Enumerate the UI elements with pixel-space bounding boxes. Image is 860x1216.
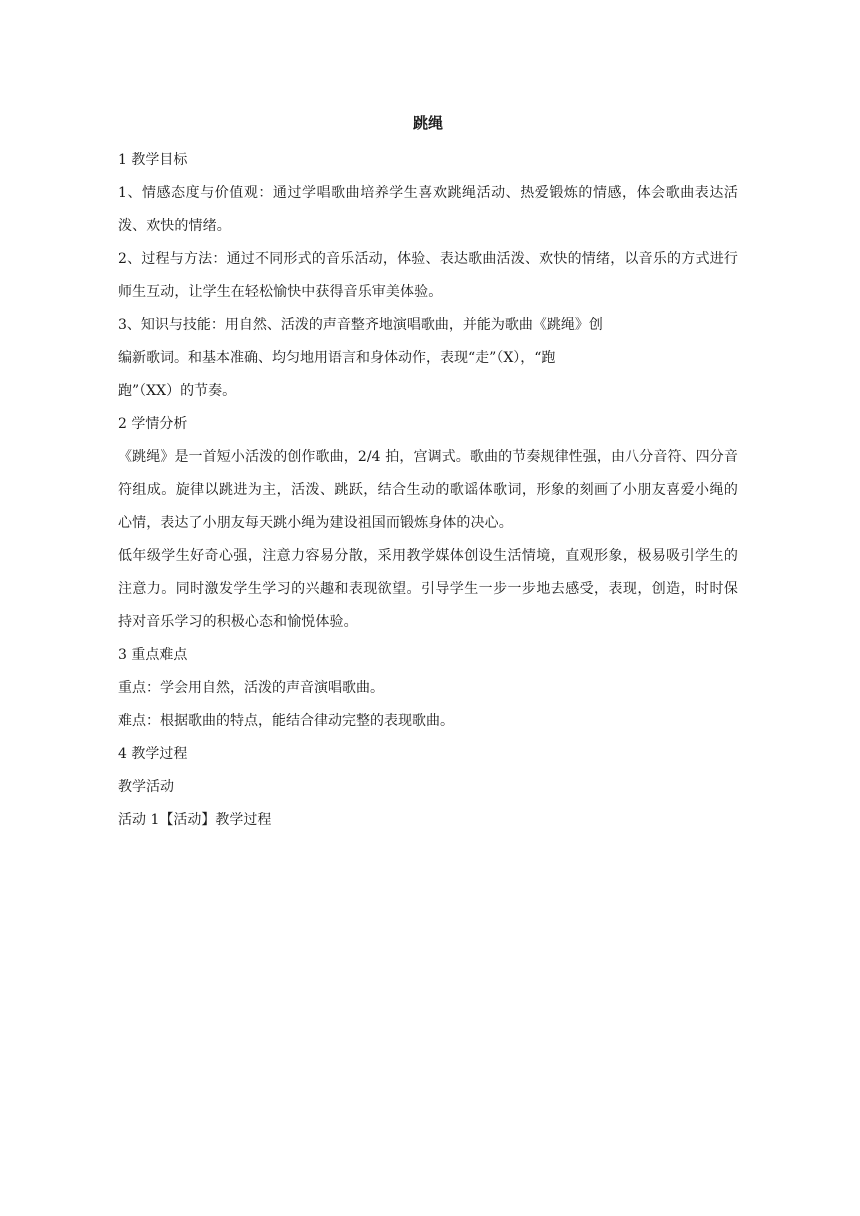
section-heading-teaching-process: 4 教学过程 xyxy=(118,746,188,762)
teaching-activities-subheading: 教学活动 xyxy=(118,779,174,795)
analysis-paragraph-students: 低年级学生好奇心强，注意力容易分散，采用教学媒体创设生活情境，直观形象，极易吸引学生的注意力。同时激发学生学习的兴趣和表现欲望。引导学生一步一步地去感受，表现，创造，时时保持对音乐学习的积极心态和愉悦体验。 xyxy=(118,548,738,630)
document-body xyxy=(118,110,738,837)
goal-item-emotion: 1、情感态度与价值观：通过学唱歌曲培养学生喜欢跳绳活动、热爱锻炼的情感，体会歌曲表达活泼、欢快的情绪。 xyxy=(118,185,738,234)
difficulty-text: 难点：根据歌曲的特点，能结合律动完整的表现歌曲。 xyxy=(118,713,454,729)
document-title: 跳绳 xyxy=(412,114,443,132)
analysis-paragraph-song: 《跳绳》是一首短小活泼的创作歌曲，2/4 拍，宫调式。歌曲的节奏规律性强，由八分音符、四分音符组成。旋律以跳进为主，活泼、跳跃，结合生动的歌谣体歌词，形象的刻画了小朋友喜爱小绳的心情，表达了小朋友每天跳小绳为建设祖国而锻炼身体的决心。 xyxy=(118,449,738,531)
section-heading-student-analysis: 2 学情分析 xyxy=(118,416,188,432)
goal-item-knowledge-line1: 3、知识与技能：用自然、活泼的声音整齐地演唱歌曲，并能为歌曲《跳绳》创 xyxy=(118,317,603,333)
section-heading-teaching-goals: 1 教学目标 xyxy=(118,152,188,168)
goal-item-process: 2、过程与方法：通过不同形式的音乐活动，体验、表达歌曲活泼、欢快的情绪，以音乐的方式进行师生互动，让学生在轻松愉快中获得音乐审美体验。 xyxy=(118,251,738,300)
goal-item-knowledge-line2: 编新歌词。和基本准确、均匀地用语言和身体动作，表现“走”（X），“跑 xyxy=(118,350,556,366)
section-heading-key-points: 3 重点难点 xyxy=(118,647,188,663)
activity-1-text: 活动 1【活动】教学过程 xyxy=(118,812,272,828)
key-point-text: 重点：学会用自然，活泼的声音演唱歌曲。 xyxy=(118,680,384,696)
goal-item-knowledge-line3: 跑”（XX）的节奏。 xyxy=(118,383,237,399)
